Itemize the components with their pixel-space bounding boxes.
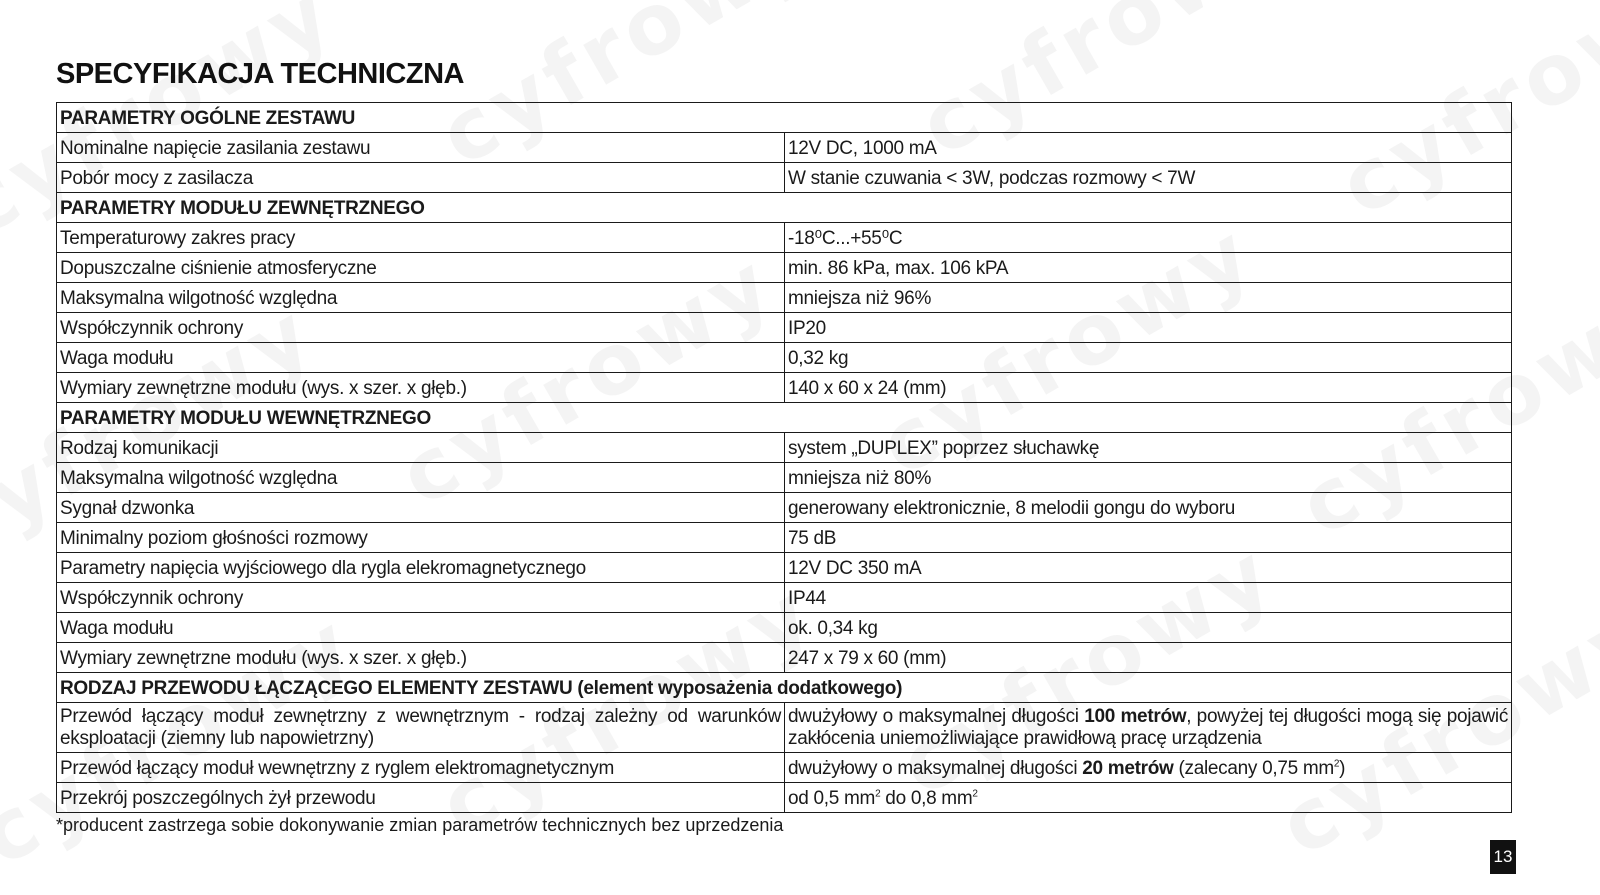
param-cell: Przewód łączący moduł wewnętrzny z ryglem elektromagnetycznym — [57, 753, 785, 783]
value-cell: min. 86 kPa, max. 106 kPA — [785, 253, 1512, 283]
table-row — [57, 283, 1512, 313]
param-cell: Waga modułu — [57, 613, 785, 643]
table-row — [57, 643, 1512, 673]
param-cell: Waga modułu — [57, 343, 785, 373]
value-text: dwużyłowy o maksymalnej długości — [788, 706, 1085, 727]
table-row — [57, 463, 1512, 493]
section-heading-row — [57, 103, 1512, 133]
table-row — [57, 373, 1512, 403]
value-cell: IP20 — [785, 313, 1512, 343]
param-cell: Pobór mocy z zasilacza — [57, 163, 785, 193]
table-row — [57, 493, 1512, 523]
value-cell: system „DUPLEX” poprzez słuchawkę — [785, 433, 1512, 463]
section-heading: PARAMETRY MODUŁU ZEWNĘTRZNEGO — [57, 193, 1512, 223]
param-cell: Współczynnik ochrony — [57, 583, 785, 613]
value-cell: mniejsza niż 80% — [785, 463, 1512, 493]
value-text: (zalecany 0,75 mm — [1173, 758, 1334, 779]
param-cell: Sygnał dzwonka — [57, 493, 785, 523]
page-number: 13 — [1490, 840, 1516, 874]
table-row — [57, 613, 1512, 643]
param-cell: Wymiary zewnętrzne modułu (wys. x szer. x głęb.) — [57, 643, 785, 673]
table-row — [57, 313, 1512, 343]
table-row — [57, 523, 1512, 553]
param-cell: Rodzaj komunikacji — [57, 433, 785, 463]
table-row — [57, 553, 1512, 583]
value-cell: 247 x 79 x 60 (mm) — [785, 643, 1512, 673]
section-heading: RODZAJ PRZEWODU ŁĄCZĄCEGO ELEMENTY ZESTAWU (element wyposażenia dodatkowego) — [57, 673, 1512, 703]
param-cell: Minimalny poziom głośności rozmowy — [57, 523, 785, 553]
param-cell: Współczynnik ochrony — [57, 313, 785, 343]
table-row — [57, 133, 1512, 163]
value-cell: 12V DC 350 mA — [785, 553, 1512, 583]
value-text: dwużyłowy o maksymalnej długości — [788, 758, 1083, 779]
value-cell: 140 x 60 x 24 (mm) — [785, 373, 1512, 403]
table-row — [57, 703, 1512, 753]
value-highlight: 100 metrów — [1084, 706, 1187, 727]
value-text: od 0,5 mm — [788, 788, 876, 809]
param-cell: Parametry napięcia wyjściowego dla rygla elekromagnetycznego — [57, 553, 785, 583]
table-row — [57, 343, 1512, 373]
param-cell: Dopuszczalne ciśnienie atmosferyczne — [57, 253, 785, 283]
value-cell: generowany elektronicznie, 8 melodii gongu do wyboru — [785, 493, 1512, 523]
value-cell: ok. 0,34 kg — [785, 613, 1512, 643]
value-cell: 12V DC, 1000 mA — [785, 133, 1512, 163]
table-row — [57, 163, 1512, 193]
page-title: SPECYFIKACJA TECHNICZNA — [56, 58, 464, 90]
value-cell — [785, 783, 1512, 813]
param-cell: Wymiary zewnętrzne modułu (wys. x szer. x głęb.) — [57, 373, 785, 403]
section-heading: PARAMETRY MODUŁU WEWNĘTRZNEGO — [57, 403, 1512, 433]
param-cell: Nominalne napięcie zasilania zestawu — [57, 133, 785, 163]
table-row — [57, 783, 1512, 813]
value-text: , powyżej tej długości mogą się pojawić zakłócenia uniemożliwiające prawidłową pracę urządzenia — [788, 706, 1509, 749]
param-cell: Przekrój poszczególnych żył przewodu — [57, 783, 785, 813]
value-cell: W stanie czuwania < 3W, podczas rozmowy < 7W — [785, 163, 1512, 193]
section-heading-row — [57, 193, 1512, 223]
value-cell — [785, 753, 1512, 783]
value-cell: IP44 — [785, 583, 1512, 613]
spec-table — [56, 102, 1512, 813]
footnote: *producent zastrzega sobie dokonywanie zmian parametrów technicznych bez uprzedzenia — [56, 815, 784, 835]
table-row — [57, 253, 1512, 283]
section-heading-row — [57, 673, 1512, 703]
table-row — [57, 583, 1512, 613]
value-cell: mniejsza niż 96% — [785, 283, 1512, 313]
param-cell: Maksymalna wilgotność względna — [57, 463, 785, 493]
value-cell: -18⁰C...+55⁰C — [785, 223, 1512, 253]
superscript: 2 — [1333, 758, 1340, 770]
section-heading: PARAMETRY OGÓLNE ZESTAWU — [57, 103, 1512, 133]
param-cell: Maksymalna wilgotność względna — [57, 283, 785, 313]
superscript: 2 — [972, 788, 978, 800]
superscript: 2 — [875, 788, 881, 800]
section-heading-row — [57, 403, 1512, 433]
value-cell: 0,32 kg — [785, 343, 1512, 373]
param-cell: Temperaturowy zakres pracy — [57, 223, 785, 253]
param-cell: Przewód łączący moduł zewnętrzny z wewnętrznym - rodzaj zależny od warunków eksploatacji (ziemny lub napowietrzny) — [57, 703, 785, 753]
table-row — [57, 433, 1512, 463]
value-cell — [785, 703, 1512, 753]
value-text: ) — [1339, 758, 1346, 779]
value-text: do 0,8 mm — [880, 788, 973, 809]
table-row — [57, 223, 1512, 253]
value-cell: 75 dB — [785, 523, 1512, 553]
table-row — [57, 753, 1512, 783]
value-highlight: 20 metrów — [1082, 758, 1174, 779]
